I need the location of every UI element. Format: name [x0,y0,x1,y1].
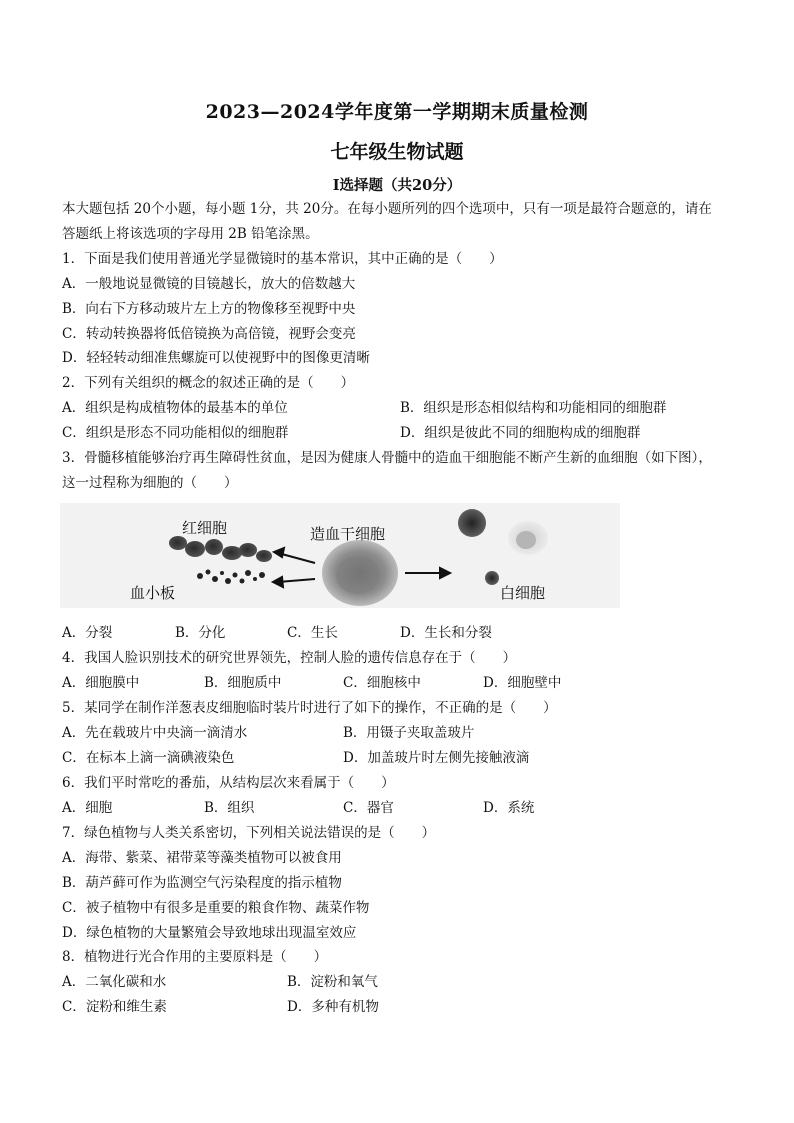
red-cell [169,536,187,550]
exam-title: 2023—2024学年度第一学期期末质量检测 [205,101,589,123]
question-3-option-a: A．分裂 [62,625,113,641]
question-6-option-d: D．系统 [483,800,535,816]
question-7-option-a: A．海带、紫菜、裙带菜等藻类植物可以被食用 [62,850,342,866]
label-platelet: 血小板 [130,584,176,602]
question-8-option-c: C．淀粉和维生素 [62,999,167,1015]
question-7-stem: 7．绿色植物与人类关系密切，下列相关说法错误的是（ ） [62,825,436,841]
question-3-stem-line-1: 3．骨髓移植能够治疗再生障碍性贫血，是因为健康人骨髓中的造血干细胞能不断产生新的血细胞（如下图）， [62,450,712,466]
question-6-option-b: B．组织 [204,800,255,816]
stem-cell [322,540,398,606]
question-2-stem: 2．下列有关组织的概念的叙述正确的是（ ） [62,375,355,391]
question-4-option-d: D．细胞壁中 [483,675,562,691]
blood-cell-figure [60,503,620,608]
question-5-option-c: C．在标本上滴一滴碘液染色 [62,750,235,766]
platelet [197,573,203,579]
question-1-stem: 1．下面是我们使用普通光学显微镜时的基本常识，其中正确的是（ ） [62,251,503,267]
question-6-stem: 6．我们平时常吃的番茄，从结构层次来看属于（ ） [62,775,395,791]
white-cell-nucleus [516,531,536,549]
section-heading: Ⅰ选择题（共20分） [332,177,462,194]
red-cell [185,541,205,557]
platelet [225,578,231,584]
question-1-option-c: C．转动转换器将低倍镜换为高倍镜，视野会变亮 [62,326,356,342]
question-3-option-c: C．生长 [287,625,338,641]
platelet [240,579,245,584]
red-cell [205,539,223,555]
blood-cell-diagram [60,503,620,608]
question-3-option-d: D．生长和分裂 [400,625,492,641]
platelet [212,576,218,582]
red-cell [256,550,272,562]
platelet [206,570,211,575]
question-4-option-c: C．细胞核中 [343,675,421,691]
question-5-option-b: B．用镊子夹取盖玻片 [343,725,475,741]
question-1-option-d: D．轻轻转动细准焦螺旋可以使视野中的图像更清晰 [62,350,370,366]
platelet [253,577,257,581]
question-4-option-a: A．细胞膜中 [62,675,140,691]
platelet [233,573,238,578]
question-5-option-a: A．先在载玻片中央滴一滴清水 [62,725,248,741]
question-4-stem: 4．我国人脸识别技术的研究世界领先，控制人脸的遗传信息存在于（ ） [62,650,517,666]
question-6-option-c: C．器官 [343,800,394,816]
question-5-option-d: D．加盖玻片时左侧先接触液滴 [343,750,530,766]
question-7-option-c: C．被子植物中有很多是重要的粮食作物、蔬菜作物 [62,900,370,916]
platelet [259,572,265,578]
stem-cell-nucleus [336,556,380,594]
question-1-option-a: A．一般地说显微镜的目镜越长，放大的倍数越大 [62,276,356,292]
exam-subtitle: 七年级生物试题 [330,141,464,163]
question-2-option-a: A．组织是构成植物体的最基本的单位 [62,400,288,416]
question-8-option-d: D．多种有机物 [287,999,379,1015]
question-2-option-d: D．组织是彼此不同的细胞构成的细胞群 [400,425,641,441]
question-2-option-b: B．组织是形态相似结构和功能相同的细胞群 [400,400,667,416]
question-6-option-a: A．细胞 [62,800,113,816]
label-red-cell: 红细胞 [182,519,228,537]
question-5-stem: 5．某同学在制作洋葱表皮细胞临时装片时进行了如下的操作，不正确的是（ ） [62,700,557,716]
instructions-line-2: 答题纸上将该选项的字母用 2B 铅笔涂黑。 [62,226,319,242]
question-7-option-d: D．绿色植物的大量繁殖会导致地球出现温室效应 [62,925,357,941]
label-white-cell: 白细胞 [500,584,546,602]
question-8-option-b: B．淀粉和氧气 [287,974,378,990]
white-cell-small [485,571,499,585]
red-cell [222,546,242,560]
label-stem-cell: 造血干细胞 [310,525,386,543]
question-8-stem: 8．植物进行光合作用的主要原料是（ ） [62,949,328,965]
question-2-option-c: C．组织是形态不同功能相似的细胞群 [62,425,289,441]
question-1-option-b: B．向右下方移动玻片左上方的物像移至视野中央 [62,301,356,317]
red-cell [239,543,257,557]
instructions-line-1: 本大题包括 20个小题，每小题 1分，共 20分。在每小题所列的四个选项中，只有一项是最符合题意的，请在 [62,201,712,217]
platelet [220,571,224,575]
question-8-option-a: A．二氧化碳和水 [62,974,167,990]
platelet [245,570,251,576]
question-7-option-b: B．葫芦藓可作为监测空气污染程度的指示植物 [62,875,342,891]
question-3-option-b: B．分化 [175,625,226,641]
white-cell [458,509,486,537]
question-4-option-b: B．细胞质中 [204,675,282,691]
question-3-stem-line-2: 这一过程称为细胞的（ ） [62,475,238,491]
